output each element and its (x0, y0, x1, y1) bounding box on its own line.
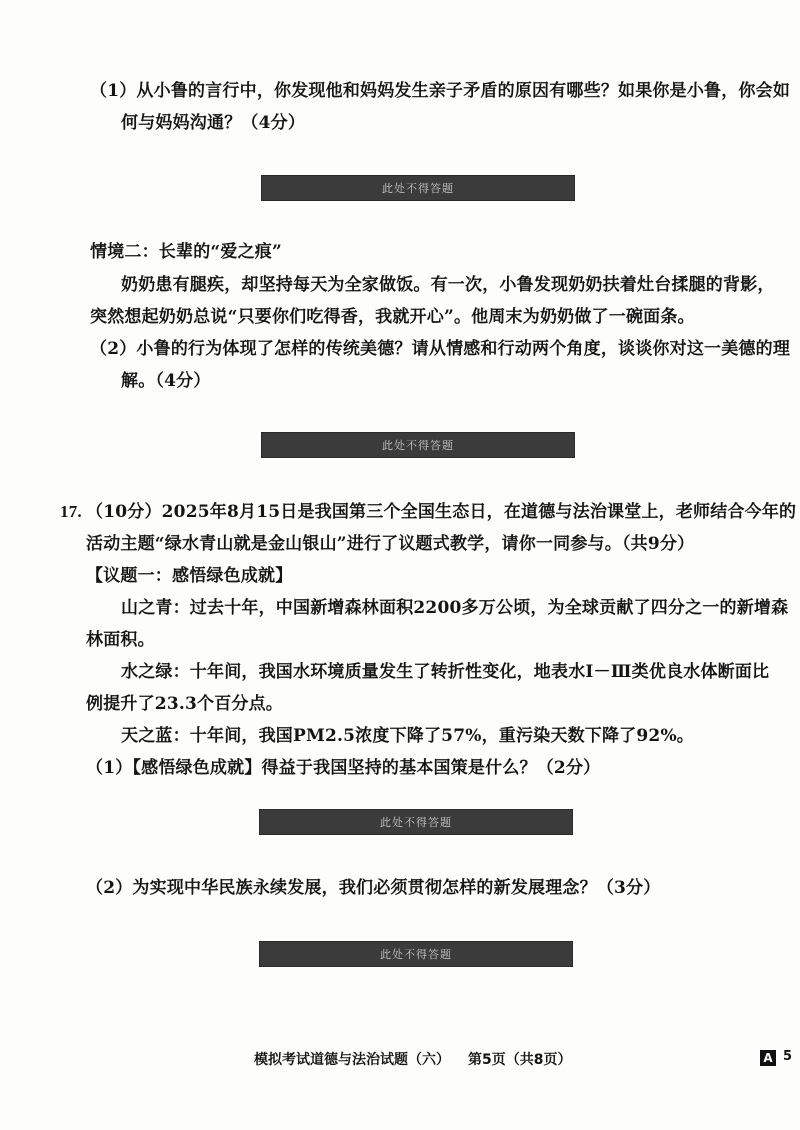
scenario2-heading: 情境二：长辈的“爱之痕” (90, 242, 282, 262)
page-corner-number: 5 (783, 1049, 793, 1064)
q16-part1-line2: 何与妈妈沟通？（4分） (121, 113, 306, 133)
no-answer-bar-2 (261, 432, 575, 458)
q17-part2: （2）为实现中华民族永续发展，我们必须贯彻怎样的新发展理念？（3分） (86, 878, 661, 898)
no-answer-bar-1 (261, 175, 575, 201)
q17-line1: （10分）2025年8月15日是我国第三个全国生态日，在道德与法治课堂上，老师结合今年的 (86, 502, 797, 522)
no-answer-label: 此处不得答题 (380, 816, 452, 829)
q16-part2-line2: 解。（4分） (121, 371, 211, 391)
q17-line2: 活动主题“绿水青山就是金山银山”进行了议题式教学，请你一同参与。（共9分） (86, 534, 695, 554)
footer-page-number: 第5页（共8页） (468, 1052, 572, 1068)
q17-water-line1: 水之绿：十年间，我国水环境质量发生了转折性变化，地表水Ⅰ－Ⅲ类优良水体断面比 (121, 662, 770, 682)
q17-part1: （1）【感悟绿色成就】得益于我国坚持的基本国策是什么？（2分） (86, 758, 601, 778)
q17-mountain-line2: 林面积。 (86, 630, 155, 650)
scenario2-body-line2: 突然想起奶奶总说“只要你们吃得香，我就开心”。他周末为奶奶做了一碗面条。 (90, 307, 695, 327)
paper-version-badge: A (760, 1050, 776, 1066)
no-answer-label: 此处不得答题 (382, 439, 454, 452)
no-answer-bar-4 (259, 941, 573, 967)
no-answer-bar-3 (259, 809, 573, 835)
q17-number: 17. (60, 502, 82, 521)
no-answer-label: 此处不得答题 (380, 948, 452, 961)
q17-water-line2: 例提升了23.3个百分点。 (86, 694, 284, 714)
footer-title: 模拟考试道德与法治试题（六） (254, 1052, 450, 1068)
scenario2-body-line1: 奶奶患有腿疾，却坚持每天为全家做饭。有一次，小鲁发现奶奶扶着灶台揉腿的背影， (121, 275, 775, 295)
page-footer (254, 1049, 571, 1069)
q16-part1-line1: （1）从小鲁的言行中，你发现他和妈妈发生亲子矛盾的原因有哪些？如果你是小鲁，你会如 (90, 81, 791, 101)
q17-sky-line: 天之蓝：十年间，我国PM2.5浓度下降了57%，重污染天数下降了92%。 (121, 726, 694, 746)
q17-topic1-heading: 【议题一：感悟绿色成就】 (86, 566, 293, 586)
q16-part2-line1: （2）小鲁的行为体现了怎样的传统美德？请从情感和行动两个角度，谈谈你对这一美德的理 (90, 339, 791, 359)
no-answer-label: 此处不得答题 (382, 182, 454, 195)
q17-mountain-line1: 山之青：过去十年，中国新增森林面积2200多万公顷，为全球贡献了四分之一的新增森 (121, 598, 789, 618)
